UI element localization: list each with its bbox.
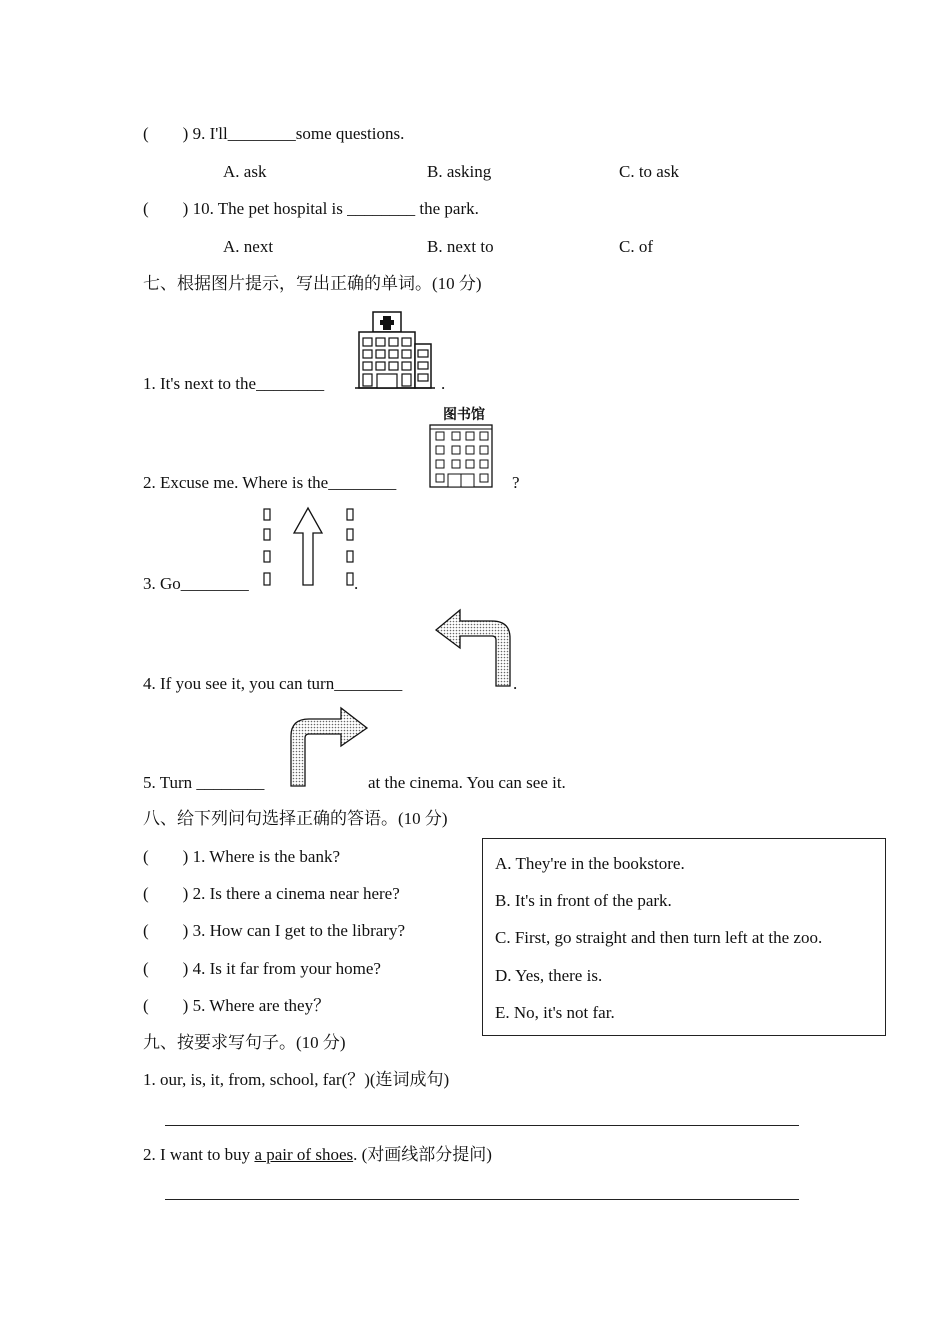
s8-question-1: ( ) 1. Where is the bank?: [143, 847, 341, 866]
s8-answer-c: C. First, go straight and then turn left at the zoo.: [495, 928, 823, 947]
s7-q4-end: .: [513, 674, 518, 693]
s9-q2: [143, 1145, 492, 1165]
library-icon: [428, 424, 496, 488]
s7-q4-text: 4. If you see it, you can turn________: [143, 674, 403, 693]
turn-left-arrow-icon: [434, 608, 516, 690]
q10-option-b: B. next to: [427, 237, 494, 256]
s8-question-4: ( ) 4. Is it far from your home?: [143, 959, 381, 978]
s7-q2-end: ?: [512, 473, 520, 492]
s9-q1-answer-line[interactable]: [165, 1125, 799, 1126]
s9-q2-pre: 2. I want to buy: [143, 1145, 255, 1164]
go-straight-arrow-icon: [260, 505, 360, 591]
s8-question-2: ( ) 2. Is there a cinema near here?: [143, 884, 400, 903]
s8-answer-e: E. No, it's not far.: [495, 1003, 615, 1022]
q9-option-a: A. ask: [223, 162, 267, 181]
s7-q3-text: 3. Go________: [143, 574, 249, 593]
s9-q2-answer-line[interactable]: [165, 1199, 799, 1200]
library-sign: 图书馆: [443, 407, 485, 423]
s8-question-5: ( ) 5. Where are they？: [143, 996, 331, 1015]
q10-option-a: A. next: [223, 237, 274, 256]
s8-answer-b: B. It's in front of the park.: [495, 891, 672, 910]
s7-q2-text: 2. Excuse me. Where is the________: [143, 473, 397, 492]
s7-q5-end: at the cinema. You can see it.: [368, 773, 566, 792]
s8-answer-a: A. They're in the bookstore.: [495, 854, 685, 873]
section9-title: 九、按要求写句子。(10 分): [143, 1033, 346, 1052]
section7-title: 七、根据图片提示，写出正确的单词。(10 分): [143, 274, 482, 293]
q10-stem: ( ) 10. The pet hospital is ________ the park.: [143, 199, 479, 218]
s8-answer-d: D. Yes, there is.: [495, 966, 603, 985]
s7-q1-text: 1. It's next to the________: [143, 374, 325, 393]
q9-option-c: C. to ask: [619, 162, 679, 181]
turn-right-arrow-icon: [289, 708, 369, 788]
section8-title: 八、给下列问句选择正确的答语。(10 分): [143, 809, 448, 828]
s9-q2-underlined: a pair of shoes: [254, 1145, 354, 1164]
s7-q1-end: .: [441, 374, 446, 393]
q10-option-c: C. of: [619, 237, 653, 256]
s7-q3-end: .: [354, 574, 359, 593]
s8-question-3: ( ) 3. How can I get to the library?: [143, 921, 405, 940]
q9-option-b: B. asking: [427, 162, 492, 181]
s9-q1: 1. our, is, it, from, school, far(？)(连词成句): [143, 1070, 450, 1089]
hospital-icon: [355, 310, 435, 390]
s7-q5-text: 5. Turn ________: [143, 773, 265, 792]
q9-stem: ( ) 9. I'll________some questions.: [143, 124, 405, 143]
s9-q2-post: . (对画线部分提问): [353, 1145, 492, 1164]
